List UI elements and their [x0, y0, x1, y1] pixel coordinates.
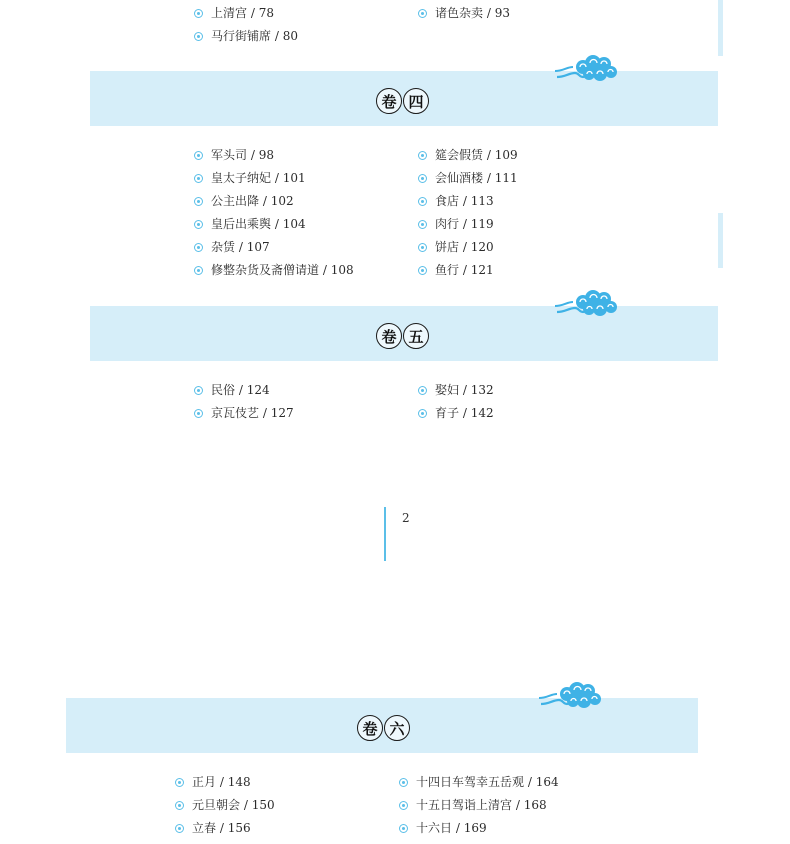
bullet-icon	[194, 266, 203, 275]
bullet-icon	[194, 9, 203, 18]
toc-item[interactable]: 诸色杂卖 / 93	[418, 5, 510, 21]
toc-item[interactable]: 元旦朝会 / 150	[175, 797, 275, 813]
bullet-icon	[418, 151, 427, 160]
volume-title-char: 卷	[376, 88, 402, 114]
bullet-icon	[418, 386, 427, 395]
volume-title-char: 六	[384, 715, 410, 741]
bullet-icon	[418, 220, 427, 229]
volume-title-char: 四	[403, 88, 429, 114]
bullet-icon	[194, 32, 203, 41]
toc-item[interactable]: 肉行 / 119	[418, 216, 494, 232]
bullet-icon	[418, 266, 427, 275]
cloud-icon	[537, 682, 601, 712]
toc-item[interactable]: 筵会假赁 / 109	[418, 147, 518, 163]
toc-item[interactable]: 十六日 / 169	[399, 820, 487, 836]
bullet-icon	[418, 197, 427, 206]
toc-item[interactable]: 京瓦伎艺 / 127	[194, 405, 294, 421]
bullet-icon	[175, 824, 184, 833]
bullet-icon	[418, 409, 427, 418]
volume-6-title	[357, 715, 410, 741]
bullet-icon	[418, 9, 427, 18]
toc-item[interactable]: 食店 / 113	[418, 193, 494, 209]
bullet-icon	[194, 174, 203, 183]
volume-title-char: 卷	[376, 323, 402, 349]
volume-4-title	[376, 88, 429, 114]
toc-item[interactable]: 马行街铺席 / 80	[194, 28, 298, 44]
bullet-icon	[194, 243, 203, 252]
toc-item[interactable]: 正月 / 148	[175, 774, 251, 790]
toc-item[interactable]: 娶妇 / 132	[418, 382, 494, 398]
bullet-icon	[399, 778, 408, 787]
toc-item[interactable]: 育子 / 142	[418, 405, 494, 421]
toc-item[interactable]: 上清宫 / 78	[194, 5, 274, 21]
bullet-icon	[418, 174, 427, 183]
bullet-icon	[194, 409, 203, 418]
toc-item[interactable]: 公主出降 / 102	[194, 193, 294, 209]
bullet-icon	[194, 220, 203, 229]
cloud-icon	[553, 290, 617, 320]
volume-title-char: 五	[403, 323, 429, 349]
toc-item[interactable]: 饼店 / 120	[418, 239, 494, 255]
bullet-icon	[399, 824, 408, 833]
toc-item[interactable]: 杂赁 / 107	[194, 239, 270, 255]
toc-item[interactable]: 皇后出乘舆 / 104	[194, 216, 306, 232]
bullet-icon	[399, 801, 408, 810]
toc-item[interactable]: 立春 / 156	[175, 820, 251, 836]
volume-title-char: 卷	[357, 715, 383, 741]
toc-item[interactable]: 皇太子纳妃 / 101	[194, 170, 306, 186]
side-bar-middle	[718, 213, 723, 268]
toc-item[interactable]: 修整杂货及斋僧请道 / 108	[194, 262, 354, 278]
toc-item[interactable]: 会仙酒楼 / 111	[418, 170, 518, 186]
toc-item[interactable]: 军头司 / 98	[194, 147, 274, 163]
bullet-icon	[194, 151, 203, 160]
volume-5-title	[376, 323, 429, 349]
bullet-icon	[194, 386, 203, 395]
bullet-icon	[418, 243, 427, 252]
toc-item[interactable]: 十五日驾诣上清宫 / 168	[399, 797, 547, 813]
page-number: 2	[402, 511, 410, 525]
cloud-icon	[553, 55, 617, 85]
toc-item[interactable]: 十四日车驾幸五岳观 / 164	[399, 774, 559, 790]
page-divider	[384, 507, 386, 561]
toc-item[interactable]: 鱼行 / 121	[418, 262, 494, 278]
bullet-icon	[194, 197, 203, 206]
bullet-icon	[175, 778, 184, 787]
side-bar-top	[718, 0, 723, 56]
bullet-icon	[175, 801, 184, 810]
toc-item[interactable]: 民俗 / 124	[194, 382, 270, 398]
